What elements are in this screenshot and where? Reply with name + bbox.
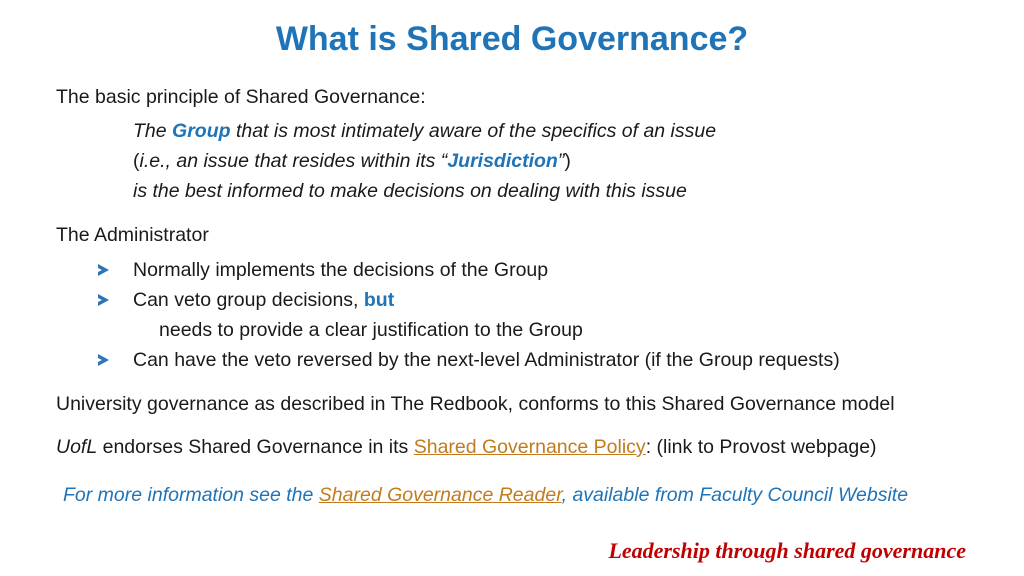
redbook-statement: University governance as described in The Redbook, conforms to this Shared Governance model [56,393,895,415]
policy-pre: endorses Shared Governance in its [97,436,414,458]
open-paren: ( [133,150,140,172]
admin-bullet-2-continuation: needs to provide a clear justification to the Group [159,319,583,341]
close-quote: ” [557,150,565,172]
principle-line-1-pre: The [133,120,173,142]
shared-governance-policy-link[interactable]: Shared Governance Policy [413,436,646,458]
principle-heading: The basic principle of Shared Governance: [56,86,426,108]
more-info-pre: For more information see the [63,484,319,506]
uofl-name: UofL [56,436,98,458]
more-info-post: , available from Faculty Council Website [561,484,909,506]
shared-governance-reader-link[interactable]: Shared Governance Reader [318,484,562,506]
admin-bullet-3: Can have the veto reversed by the next-level Administrator (if the Group requests) [133,349,840,371]
but-emphasis: but [363,289,395,311]
tagline: Leadership through shared governance [608,538,966,563]
slide-title: What is Shared Governance? [275,20,749,58]
arrow-bullet-icon [98,264,109,276]
policy-statement [56,438,877,458]
admin-bullet-2-text: Can veto group decisions, [133,289,364,311]
more-info [63,486,908,506]
principle-line-1-post: that is most intimately aware of the specifics of an issue [230,120,717,142]
principle-line-1 [133,122,716,142]
arrow-bullet-icon [98,294,109,306]
principle-line-2 [133,152,571,172]
admin-bullet-1: Normally implements the decisions of the Group [133,259,549,281]
administrator-heading: The Administrator [56,224,209,246]
policy-post: : (link to Provost webpage) [645,436,877,458]
admin-bullet-2 [133,291,394,311]
jurisdiction-term: Jurisdiction [447,150,558,172]
arrow-bullet-icon [98,354,109,366]
principle-line-3: is the best informed to make decisions on dealing with this issue [133,180,687,202]
close-paren: ) [564,150,571,172]
group-term: Group [172,120,231,142]
principle-line-2-pre: i.e., an issue that resides within its “ [139,150,448,172]
